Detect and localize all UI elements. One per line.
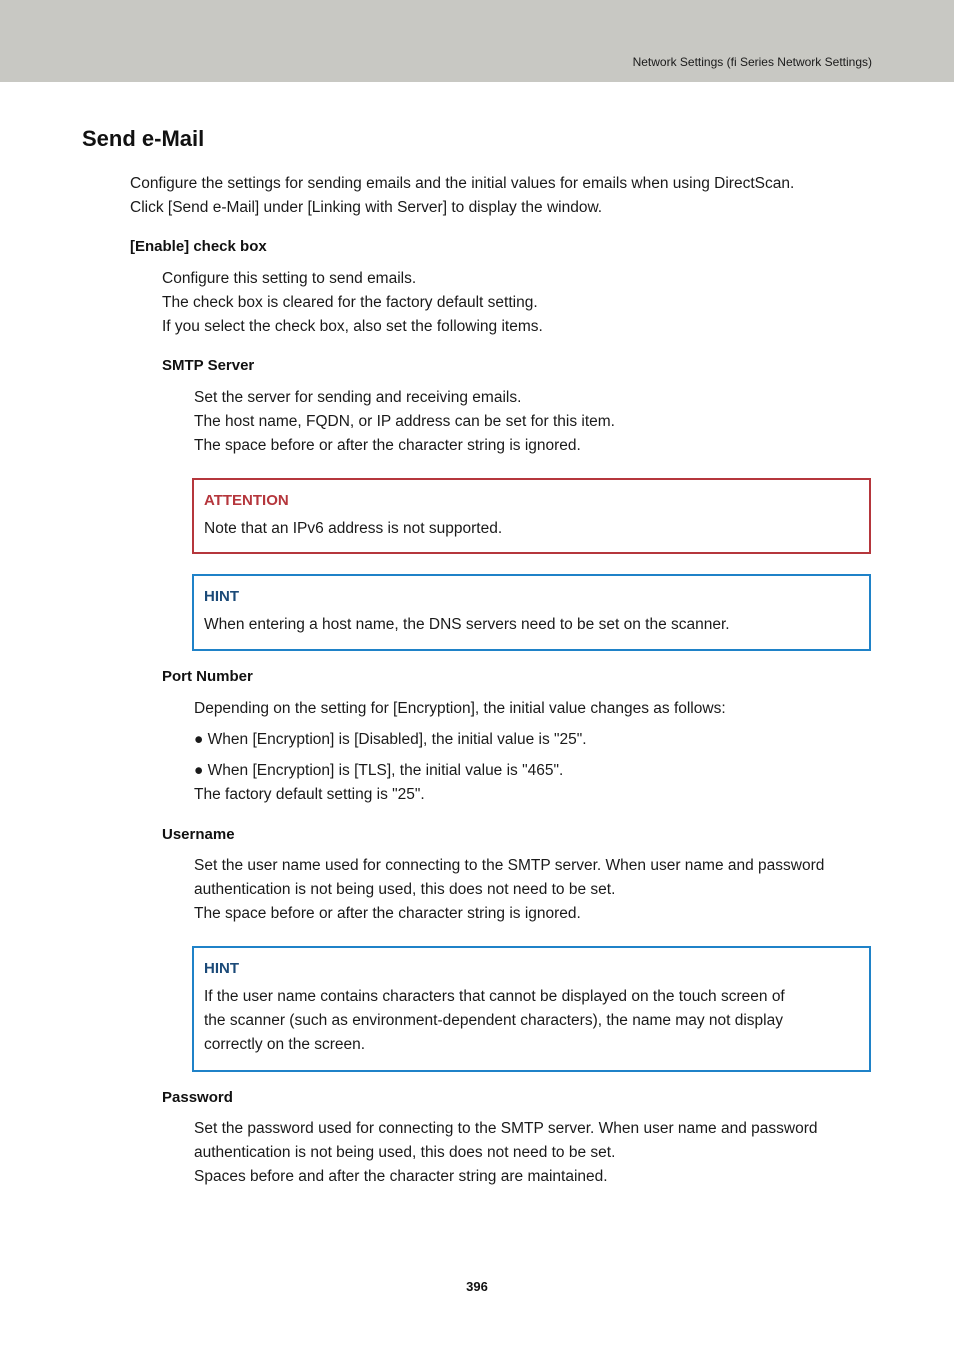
hint-box-username xyxy=(192,946,871,1072)
attention-box xyxy=(192,478,871,554)
password-line: authentication is not being used, this does not need to be set. xyxy=(194,1144,616,1161)
port-bullet: ● When [Encryption] is [TLS], the initial value is "465". xyxy=(194,762,564,779)
hint-text-line: If the user name contains characters that cannot be displayed on the touch screen of xyxy=(204,988,785,1005)
port-intro: Depending on the setting for [Encryption], the initial value changes as follows: xyxy=(194,700,726,717)
smtp-line: The space before or after the character string is ignored. xyxy=(194,437,581,454)
enable-heading: [Enable] check box xyxy=(130,238,267,255)
hint-text-line: correctly on the screen. xyxy=(204,1036,366,1053)
username-heading: Username xyxy=(162,826,235,843)
hint-label: HINT xyxy=(204,588,239,605)
header-section-title: Network Settings (fi Series Network Settings) xyxy=(632,55,872,69)
attention-text: Note that an IPv6 address is not supported. xyxy=(204,520,503,537)
password-line: Spaces before and after the character string are maintained. xyxy=(194,1168,608,1185)
hint-box-smtp xyxy=(192,574,871,651)
enable-line: Configure this setting to send emails. xyxy=(162,270,417,287)
port-default: The factory default setting is "25". xyxy=(194,786,425,803)
attention-label: ATTENTION xyxy=(204,492,289,509)
page-title: Send e-Mail xyxy=(82,126,205,151)
smtp-line: Set the server for sending and receiving emails. xyxy=(194,389,522,406)
intro-line: Configure the settings for sending emails and the initial values for emails when using DirectScan. xyxy=(130,175,795,192)
password-heading: Password xyxy=(162,1089,233,1106)
enable-line: The check box is cleared for the factory default setting. xyxy=(162,294,538,311)
smtp-heading: SMTP Server xyxy=(162,357,255,374)
username-line: Set the user name used for connecting to the SMTP server. When user name and password xyxy=(194,857,825,874)
port-heading: Port Number xyxy=(162,668,253,685)
smtp-line: The host name, FQDN, or IP address can be set for this item. xyxy=(194,413,615,430)
enable-line: If you select the check box, also set the following items. xyxy=(162,318,543,335)
username-line: The space before or after the character string is ignored. xyxy=(194,905,581,922)
hint-text: When entering a host name, the DNS servers need to be set on the scanner. xyxy=(204,616,730,633)
intro-line: Click [Send e-Mail] under [Linking with Server] to display the window. xyxy=(130,199,603,216)
page-header xyxy=(0,0,954,82)
page-number: 396 xyxy=(466,1279,488,1294)
hint-text-line: the scanner (such as environment-dependent characters), the name may not display xyxy=(204,1012,783,1029)
password-line: Set the password used for connecting to the SMTP server. When user name and password xyxy=(194,1120,818,1137)
hint-label: HINT xyxy=(204,960,239,977)
port-bullet: ● When [Encryption] is [Disabled], the initial value is "25". xyxy=(194,731,587,748)
username-line: authentication is not being used, this does not need to be set. xyxy=(194,881,616,898)
